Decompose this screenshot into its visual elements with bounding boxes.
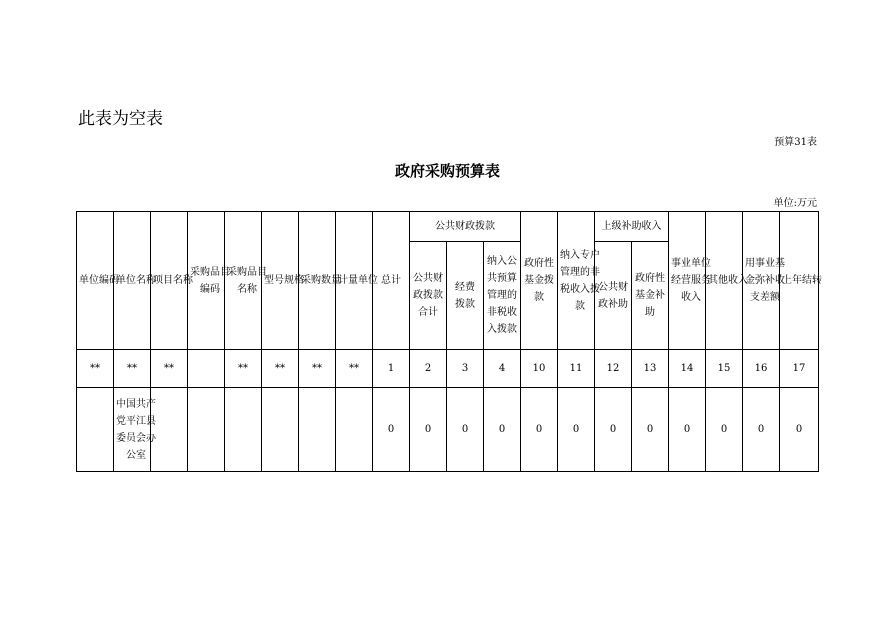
header-business-income: 事业单位经营服务收入 — [669, 212, 706, 350]
header-upper-public: 公共财政补助 — [595, 242, 632, 350]
header-measure-unit: 计量单位 — [336, 212, 373, 350]
header-public-finance-total: 公共财政拨款合计 — [410, 242, 447, 350]
header-public-finance: 公共财政拨款 — [410, 212, 521, 242]
cell-measure-unit — [336, 388, 373, 472]
header-fund-makeup: 用事业基金弥补收支差额 — [743, 212, 780, 350]
header-non-tax-budget: 纳入公共预算管理的非税收入拨款 — [484, 242, 521, 350]
header-upper-subsidy: 上级补助收入 — [595, 212, 669, 242]
col-num: 13 — [632, 350, 669, 388]
col-num: ** — [114, 350, 151, 388]
col-num: ** — [299, 350, 336, 388]
col-num: 14 — [669, 350, 706, 388]
col-num: 16 — [743, 350, 780, 388]
col-num: 17 — [780, 350, 819, 388]
col-num: 2 — [410, 350, 447, 388]
header-upper-fund: 政府性基金补助 — [632, 242, 669, 350]
header-item-name: 采购品目名称 — [225, 212, 262, 350]
col-num: 11 — [558, 350, 595, 388]
page-title: 政府采购预算表 — [394, 162, 500, 180]
header-gov-fund: 政府性基金拨款 — [521, 212, 558, 350]
col-num: ** — [225, 350, 262, 388]
col-num — [188, 350, 225, 388]
col-num: ** — [262, 350, 299, 388]
col-num: 4 — [484, 350, 521, 388]
col-num: 3 — [447, 350, 484, 388]
cell-value: 0 — [558, 388, 595, 472]
header-non-tax-special: 纳入专户管理的非税收入拨款 — [558, 212, 595, 350]
unit-label: 单位:万元 — [773, 198, 817, 209]
header-unit-name: 单位名称 — [114, 212, 151, 350]
col-num: 15 — [706, 350, 743, 388]
cell-value: 0 — [743, 388, 780, 472]
column-number-row — [77, 350, 819, 388]
header-total: 总计 — [373, 212, 410, 350]
cell-item-code — [188, 388, 225, 472]
header-item-code: 采购品目编码 — [188, 212, 225, 350]
cell-value: 0 — [706, 388, 743, 472]
table-number: 预算31表 — [774, 137, 817, 148]
header-unit-code: 单位编码 — [77, 212, 114, 350]
header-other-income: 其他收入 — [706, 212, 743, 350]
cell-value: 0 — [521, 388, 558, 472]
procurement-budget-table — [76, 211, 822, 472]
cell-quantity — [299, 388, 336, 472]
col-num: 10 — [521, 350, 558, 388]
cell-value: 0 — [595, 388, 632, 472]
header-expense-alloc: 经费拨款 — [447, 242, 484, 350]
col-num: 1 — [373, 350, 410, 388]
col-num: 12 — [595, 350, 632, 388]
cell-value: 0 — [632, 388, 669, 472]
cell-spec — [262, 388, 299, 472]
cell-project-name — [151, 388, 188, 472]
cell-unit-code — [77, 388, 114, 472]
header-spec: 型号规格 — [262, 212, 299, 350]
cell-value: 0 — [410, 388, 447, 472]
header-last-year: 上年结转 — [780, 212, 819, 350]
cell-value: 0 — [780, 388, 819, 472]
col-num: ** — [77, 350, 114, 388]
header-quantity: 采购数量 — [299, 212, 336, 350]
empty-table-note: 此表为空表 — [78, 109, 163, 129]
table-row — [77, 388, 819, 472]
cell-value: 0 — [447, 388, 484, 472]
cell-value: 0 — [669, 388, 706, 472]
cell-item-name — [225, 388, 262, 472]
header-project-name: 项目名称 — [151, 212, 188, 350]
cell-value: 0 — [373, 388, 410, 472]
col-num: ** — [336, 350, 373, 388]
cell-unit-name: 中国共产党平江县委员会办公室 — [114, 388, 151, 472]
col-num: ** — [151, 350, 188, 388]
cell-value: 0 — [484, 388, 521, 472]
